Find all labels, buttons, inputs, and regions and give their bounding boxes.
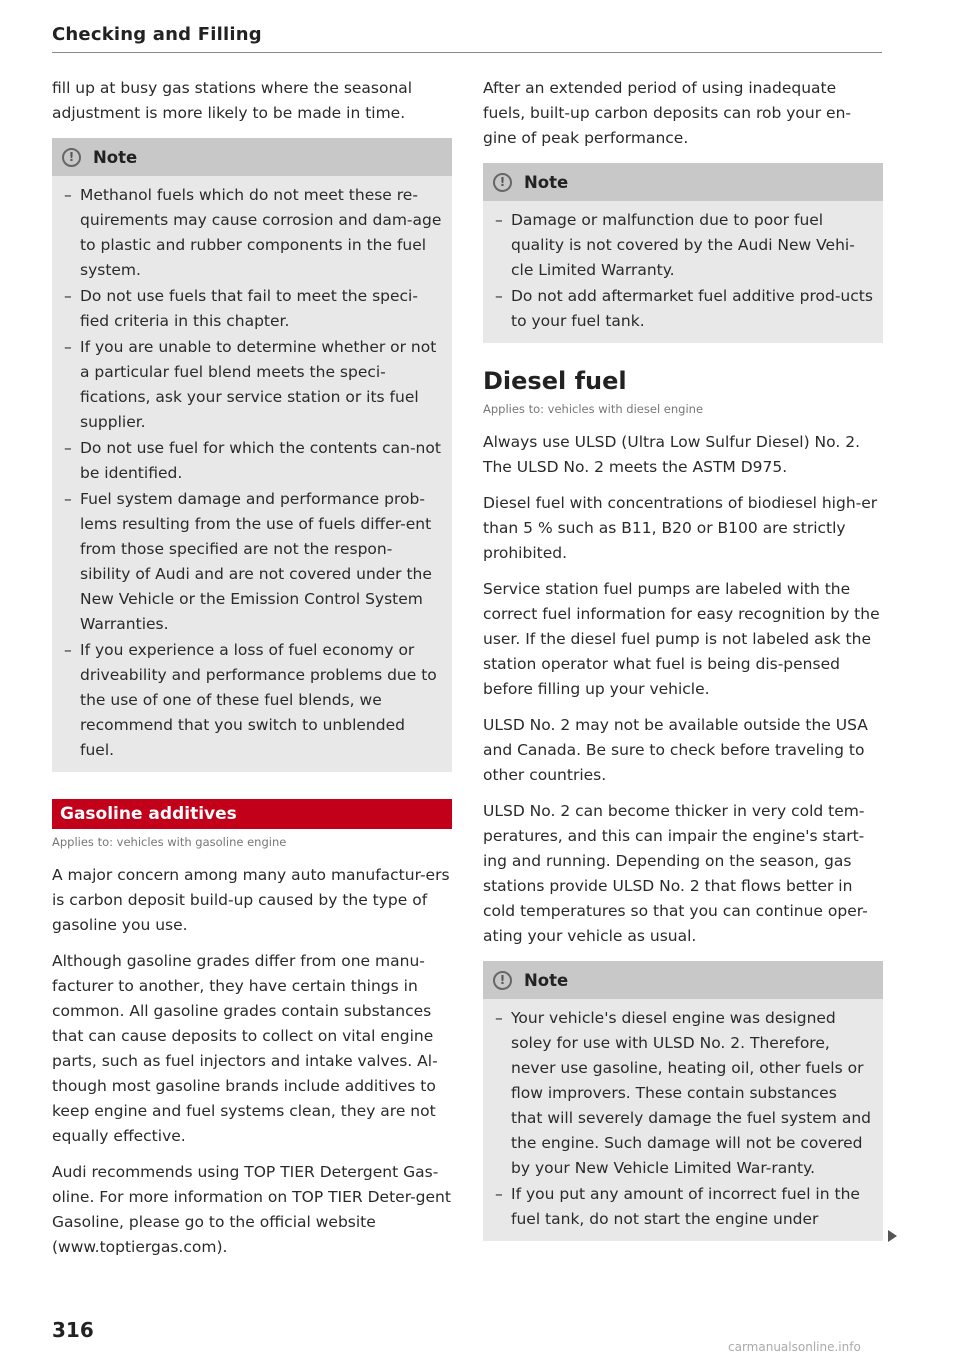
- gasoline-paragraph: Audi recommends using TOP TIER Detergent Gas-oline. For more information on TOP TIER Deter-gent Gasoline, please go to the official website (www.toptiergas.com).: [52, 1163, 451, 1256]
- continue-arrow-icon: [888, 1230, 897, 1242]
- note-label: Note: [93, 147, 138, 167]
- note-item: – If you are unable to determine whether or not a particular fuel blend meets the speci-fications, ask your service station or its fuel supplier.: [64, 338, 437, 431]
- page-number: 316: [52, 1318, 94, 1342]
- note-item: – Do not add aftermarket fuel additive prod-ucts to your fuel tank.: [495, 287, 873, 330]
- caution-icon: !: [62, 148, 81, 167]
- note-label: Note: [524, 970, 569, 990]
- section-title-diesel-fuel: Diesel fuel: [483, 367, 627, 395]
- left-intro-paragraph: fill up at busy gas stations where the seasonal adjustment is more likely to be made in time.: [52, 79, 413, 122]
- gasoline-paragraph: A major concern among many auto manufactur-ers is carbon deposit build-up caused by the type of gasoline you use.: [52, 866, 450, 934]
- note-label: Note: [524, 172, 569, 192]
- note-item: – Your vehicle's diesel engine was designed soley for use with ULSD No. 2. Therefore, never use gasoline, heating oil, other fuels or flow improvers. These contain substances that will severely damage the fuel system and the engine. Such damage will not be covered by your New Vehicle Limited War-ranty.: [495, 1009, 871, 1177]
- note-body: [483, 999, 883, 1241]
- note-header: [483, 961, 883, 999]
- note-box-warranty: [483, 163, 883, 343]
- right-intro-paragraph: After an extended period of using inadequate fuels, built-up carbon deposits can rob your en-gine of peak performance.: [483, 79, 851, 147]
- left-column: [52, 76, 452, 1271]
- header-title: Checking and Filling: [52, 24, 262, 45]
- note-header: [52, 138, 452, 176]
- note-body: [483, 201, 883, 343]
- right-column: [483, 76, 883, 1263]
- note-item: – Methanol fuels which do not meet these re-quirements may cause corrosion and dam-age to plastic and rubber components in the fuel system.: [64, 186, 442, 279]
- gasoline-paragraph: Although gasoline grades differ from one manu-facturer to another, they have certain things in common. All gasoline grades contain substances that can cause deposits to collect on vital engine parts, such as fuel injectors and intake valves. Al-though most gasoline brands include additives to keep engine and fuel systems clean, they are not equally effective.: [52, 952, 438, 1145]
- note-box-diesel: [483, 961, 883, 1241]
- note-header: [483, 163, 883, 201]
- note-item: – If you experience a loss of fuel economy or driveability and performance problems due to the use of one of these fuel blends, we recommend that you switch to unblended fuel.: [64, 641, 437, 759]
- caution-icon: !: [493, 971, 512, 990]
- watermark: carmanualsonline.info: [728, 1340, 861, 1354]
- note-item: – If you put any amount of incorrect fuel in the fuel tank, do not start the engine under: [495, 1185, 860, 1228]
- page-header: [52, 24, 882, 53]
- note-item: – Do not use fuels that fail to meet the speci-fied criteria in this chapter.: [64, 287, 418, 330]
- note-box-methanol: [52, 138, 452, 772]
- diesel-paragraph: ULSD No. 2 may not be available outside the USA and Canada. Be sure to check before traveling to other countries.: [483, 716, 868, 784]
- caution-icon: !: [493, 173, 512, 192]
- diesel-paragraph: Service station fuel pumps are labeled with the correct fuel information for easy recognition by the user. If the diesel fuel pump is not labeled ask the station operator what fuel is being dis-pensed before filling up your vehicle.: [483, 580, 880, 698]
- applies-to-diesel: Applies to: vehicles with diesel engine: [483, 402, 704, 416]
- note-body: [52, 176, 452, 772]
- note-item: – Do not use fuel for which the contents can-not be identified.: [64, 439, 441, 482]
- note-item: – Damage or malfunction due to poor fuel quality is not covered by the Audi New Vehi-cle Limited Warranty.: [495, 211, 855, 279]
- applies-to-gasoline: Applies to: vehicles with gasoline engine: [52, 835, 287, 849]
- diesel-paragraph: Diesel fuel with concentrations of biodiesel high-er than 5 % such as B11, B20 or B100 are strictly prohibited.: [483, 494, 878, 562]
- diesel-paragraph: ULSD No. 2 can become thicker in very cold tem-peratures, and this can impair the engine's start-ing and running. Depending on the season, gas stations provide ULSD No. 2 that flows better in cold temperatures so that you can continue oper-ating your vehicle as usual.: [483, 802, 868, 945]
- section-title-gasoline-additives: Gasoline additives: [52, 799, 452, 829]
- note-item: – Fuel system damage and performance prob-lems resulting from the use of fuels differ-ent from those specified are not the respon-sibility of Audi and are not covered under the New Vehicle or the Emission Control System Warranties.: [64, 490, 432, 633]
- diesel-paragraph: Always use ULSD (Ultra Low Sulfur Diesel) No. 2. The ULSD No. 2 meets the ASTM D975.: [483, 433, 860, 476]
